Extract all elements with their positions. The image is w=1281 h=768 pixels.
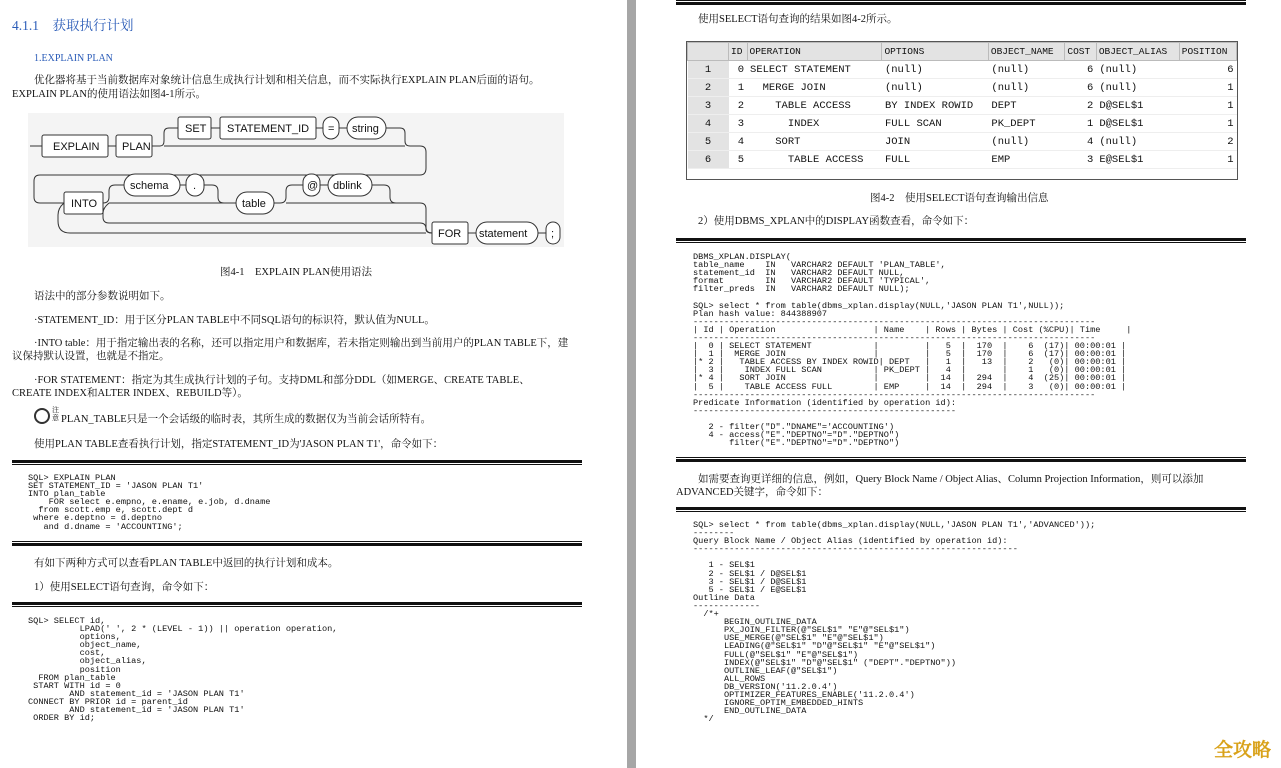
grid-cell-operation: MERGE JOIN [747,79,882,97]
grid-cell-id: 3 [729,115,748,133]
param-for-line-1: ·FOR STATEMENT：指定为其生成执行计划的子句。支持DML和部分DDL（如MERGE、CREATE TABLE、 [34,375,530,386]
param-into-line-2: 议保持默认设置，也就是不指定。 [12,351,170,362]
grid-cell-object-name: (null) [988,133,1065,151]
grid-cell-options: FULL SCAN [882,115,988,133]
grid-cell-id: 0 [729,61,748,79]
note-icon [34,408,50,424]
params-intro: 语法中的部分参数说明如下。 [34,291,171,302]
grid-cell-id: 2 [729,97,748,115]
diagram-label-dot: . [193,180,197,192]
grid-cell-position: 1 [1179,79,1236,97]
param-into-line-1: ·INTO table：用于指定输出表的名称，还可以指定用户和数据库，若未指定则输出到当前用户的PLAN TABLE下，建 [34,338,569,349]
code-top-rule [676,507,1246,512]
grid-cell-operation: INDEX [747,115,882,133]
code-block-advanced: SQL> select * from table(dbms_xplan.display(NULL,'JASON PLAN T1','ADVANCED')); -------- Query Block Name / Object Alias (identified by operation id): --------------------------------------------------------------- 1 - SEL$1 2 - SEL$1 / D@SEL$1 3 - SEL$1 / D@SEL$1 5 - SEL$1 / E@SEL$1 Outline Data ------------- /*+ BEGIN_OUTLINE_DATA PX_JOIN_FILTER(@"SEL$1" "E"@"SEL$1") USE_MERGE(@"SEL$1" "E"@"SEL$1") LEADING(@"SEL$1" "D"@"SEL$1" "E"@"SEL$1") FULL(@"SEL$1" "E"@"SEL$1") INDEX(@"SEL$1" "D"@"SEL$1" ("DEPT"."DEPTNO")) OUTLINE_LEAF(@"SEL$1") ALL_ROWS DB_VERSION('11.2.0.4') OPTIMIZER_FEATURES_ENABLE('11.2.0.4') IGNORE_OPTIM_EMBEDDED_HINTS END_OUTLINE_DATA */ [693,520,1096,725]
grid-row-number: 2 [688,79,729,97]
code-block-dbms-xplan: DBMS_XPLAN.DISPLAY( table_name IN VARCHAR2 DEFAULT 'PLAN_TABLE', statement_id IN VARCHAR2 DEFAULT NULL, format IN VARCHAR2 DEFAULT 'TYPICAL', filter_preds IN VARCHAR2 DEFAULT NULL); SQL> select * from table(dbms_xplan.display(NULL,'JASON PLAN T1',NULL)); Plan hash value: 844388907 ------------------------------------------------------------------------------ | Id | Operation | Name | Rows | Bytes | Cost (%CPU)| Time | ------------------------------------------------------------------------------ | 0 | SELECT STATEMENT | | 5 | 170 | 6 (17)| 00:00:01 | | 1 | MERGE JOIN | | 5 | 170 | 6 (17)| 00:00:01 | |* 2 | TABLE ACCESS BY INDEX ROWID| DEPT | 1 | 13 | 2 (0)| 00:00:01 | | 3 | INDEX FULL SCAN | PK_DEPT | 4 | | 1 (0)| 00:00:01 | |* 4 | SORT JOIN | | 14 | 294 | 4 (25)| 00:00:01 | | 5 | TABLE ACCESS FULL | EMP | 14 | 294 | 3 (0)| 00:00:01 | ------------------------------------------------------------------------------ Predicate Information (identified by operation id): --------------------------------------------------- 2 - filter("D"."DNAME"='ACCOUNTING') 4 - access("E"."DEPTNO"="D"."DEPTNO") filter("E"."DEPTNO"="D"."DEPTNO") [693,252,1132,449]
grid-corner [688,43,729,61]
grid-cell-alias: D@SEL$1 [1096,115,1179,133]
method-2-text: 2）使用DBMS_XPLAN中的DISPLAY函数查看，命令如下： [698,216,975,227]
grid-cell-operation: SELECT STATEMENT [747,61,882,79]
grid-cell-alias: E@SEL$1 [1096,151,1179,169]
grid-cell-options: FULL [882,151,988,169]
table-row[interactable] [688,79,1237,97]
table-row[interactable] [688,61,1237,79]
grid-cell-object-name: PK_DEPT [988,115,1065,133]
grid-cell-options: (null) [882,61,988,79]
table-row[interactable] [688,133,1237,151]
grid-cell-cost: 6 [1065,61,1096,79]
grid-cell-operation: TABLE ACCESS [747,151,882,169]
grid-cell-cost: 2 [1065,97,1096,115]
param-for-line-2: CREATE INDEX和ALTER INDEX、REBUILD等）。 [12,388,248,399]
query-result-grid [686,41,1238,180]
grid-column-header[interactable]: OPERATION [747,43,882,61]
grid-cell-position: 2 [1179,133,1236,151]
grid-cell-alias: (null) [1096,79,1179,97]
table-row[interactable] [688,97,1237,115]
syntax-diagram [28,113,564,247]
grid-cell-object-name: (null) [988,61,1065,79]
intro-line-2: EXPLAIN PLAN的使用语法如图4-1所示。 [12,89,206,100]
grid-cell-object-name: EMP [988,151,1065,169]
watermark: 全攻略 [1213,739,1271,761]
two-ways-text: 有如下两种方式可以查看PLAN TABLE中返回的执行计划和成本。 [34,558,339,569]
grid-cell-alias: D@SEL$1 [1096,97,1179,115]
usage-text: 使用PLAN TABLE查看执行计划，指定STATEMENT_ID为'JASON PLAN T1'，命令如下： [34,439,444,450]
diagram-label-statement: statement [479,228,528,240]
grid-cell-id: 1 [729,79,748,97]
diagram-label-set: SET [185,123,207,135]
code-block-select: SQL> SELECT id, LPAD(' ', 2 * (LEVEL - 1)) || operation operation, options, object_name, cost, object_alias, position FROM plan_table START WITH id = 0 AND statement_id = 'JASON PLAN T1' CONNECT BY PRIOR id = parent_id AND statement_id = 'JASON PLAN T1' ORDER BY id; [28,616,338,724]
diagram-label-string: string [352,123,379,135]
diagram-label-plan: PLAN [122,141,151,153]
grid-cell-options: JOIN [882,133,988,151]
grid-column-header[interactable]: COST [1065,43,1096,61]
grid-cell-alias: (null) [1096,61,1179,79]
diagram-label-at: @ [307,180,319,192]
method-1-text: 1）使用SELECT语句查询，命令如下： [34,582,215,593]
grid-cell-position: 6 [1179,61,1236,79]
code-bottom-rule [676,457,1246,462]
grid-cell-id: 5 [729,151,748,169]
diagram-label-schema: schema [130,180,169,192]
code-bottom-rule [12,541,582,546]
document-page-left [0,0,627,768]
diagram-label-dblink: dblink [333,180,362,192]
param-statement-id: ·STATEMENT_ID：用于区分PLAN TABLE中不同SQL语句的标识符，默认值为NULL。 [34,315,435,326]
code-top-rule [12,602,582,607]
note-text: PLAN_TABLE只是一个会话级的临时表，其所生成的数据仅为当前会话所特有。 [61,414,432,425]
grid-cell-object-name: DEPT [988,97,1065,115]
diagram-label-explain: EXPLAIN [53,141,100,153]
table-row[interactable] [688,151,1237,169]
diagram-label-into: INTO [71,198,98,210]
grid-row-number: 1 [688,61,729,79]
grid-cell-operation: TABLE ACCESS [747,97,882,115]
grid-cell-operation: SORT [747,133,882,151]
grid-cell-cost: 1 [1065,115,1096,133]
grid-column-header[interactable]: OBJECT_ALIAS [1096,43,1179,61]
grid-column-header[interactable]: POSITION [1179,43,1236,61]
subheading: 1.EXPLAIN PLAN [34,53,113,64]
grid-row-number: 6 [688,151,729,169]
grid-column-header[interactable]: OPTIONS [882,43,988,61]
grid-cell-alias: (null) [1096,133,1179,151]
code-block-explain-plan: SQL> EXPLAIN PLAN SET STATEMENT_ID = 'JASON PLAN T1' INTO plan_table FOR select e.empno, e.ename, e.job, d.dname from scott.emp e, scott.dept d where e.deptno = d.deptno and d.dname = 'ACCOUNTING'; [28,473,271,532]
advanced-line-1: 如需要查询更详细的信息，例如，Query Block Name / Object Alias、Column Projection Information，则可以添加 [698,474,1204,485]
figure-caption-4-1: 图4-1 EXPLAIN PLAN使用语法 [220,267,372,278]
figure-caption-4-2: 图4-2 使用SELECT语句查询输出信息 [870,193,1049,204]
grid-cell-position: 1 [1179,151,1236,169]
grid-row-number: 3 [688,97,729,115]
diagram-label-eq: = [328,123,335,135]
result-intro: 使用SELECT语句查询的结果如图4-2所示。 [698,14,898,25]
grid-cell-options: BY INDEX ROWID [882,97,988,115]
advanced-line-2: ADVANCED关键字，命令如下： [676,487,829,498]
grid-column-header[interactable]: ID [729,43,748,61]
grid-cell-options: (null) [882,79,988,97]
page-divider [627,0,636,768]
section-heading: 4.1.1 获取执行计划 [12,18,134,33]
diagram-label-statement-id: STATEMENT_ID [227,123,310,135]
table-row[interactable] [688,115,1237,133]
grid-row-number: 4 [688,115,729,133]
code-top-rule [676,238,1246,243]
grid-cell-position: 1 [1179,115,1236,133]
code-bottom-rule [676,0,1246,5]
grid-cell-cost: 4 [1065,133,1096,151]
note-icon-label: 注意 [52,406,59,422]
grid-cell-id: 4 [729,133,748,151]
code-top-rule [12,460,582,465]
intro-line-1: 优化器将基于当前数据库对象统计信息生成执行计划和相关信息，而不实际执行EXPLAIN PLAN后面的语句。 [34,75,540,86]
grid-column-header[interactable]: OBJECT_NAME [988,43,1065,61]
grid-cell-position: 1 [1179,97,1236,115]
diagram-label-table: table [242,198,266,210]
diagram-label-semicolon: ; [551,228,555,240]
diagram-label-for: FOR [438,228,462,240]
grid-row-number: 5 [688,133,729,151]
grid-cell-object-name: (null) [988,79,1065,97]
grid-cell-cost: 3 [1065,151,1096,169]
grid-cell-cost: 6 [1065,79,1096,97]
